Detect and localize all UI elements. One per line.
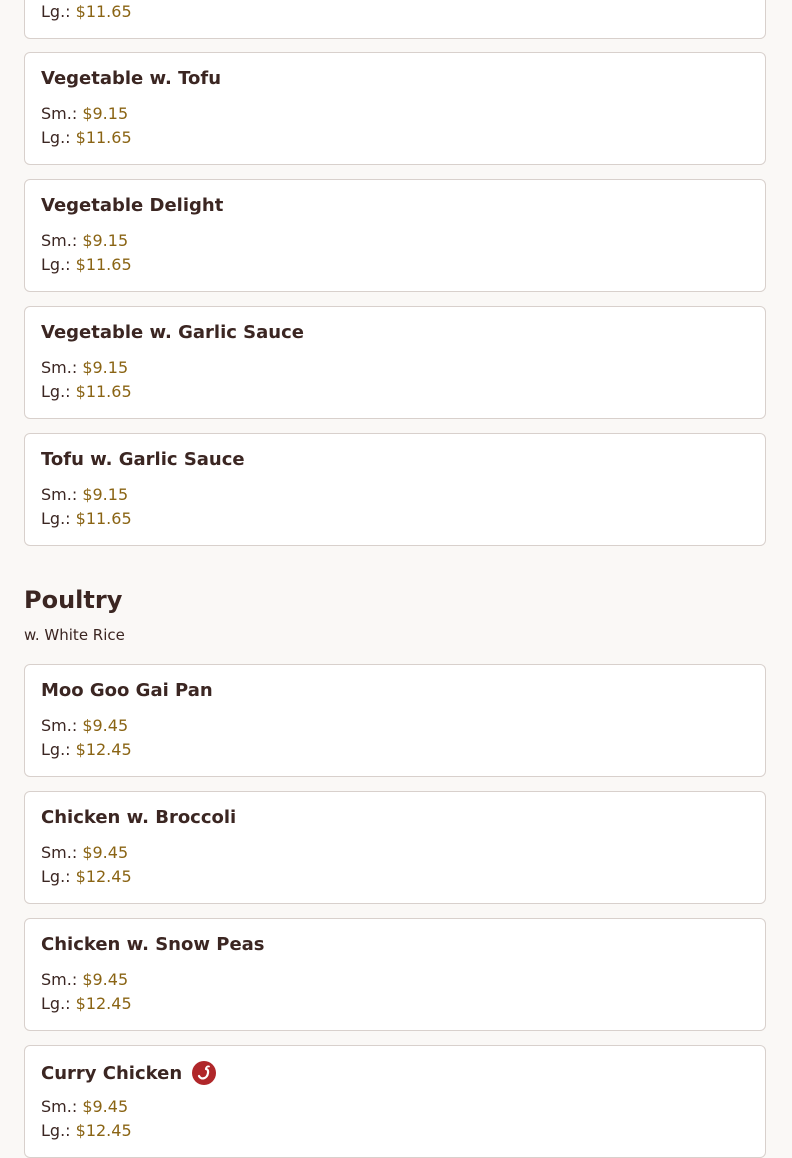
price-small-value: $9.45 xyxy=(82,716,129,735)
price-large xyxy=(41,509,132,528)
price-large-label: Lg.: xyxy=(41,255,71,274)
price-small-label: Sm.: xyxy=(41,843,78,862)
price-small xyxy=(41,843,128,862)
menu-item-name: Tofu w. Garlic Sauce xyxy=(41,449,245,470)
menu-item-card[interactable] xyxy=(24,791,766,904)
price-small-label: Sm.: xyxy=(41,716,78,735)
price-small-value: $9.15 xyxy=(82,358,129,377)
price-small-value: $9.15 xyxy=(82,104,129,123)
price-large-value: $12.45 xyxy=(75,994,132,1013)
price-small-label: Sm.: xyxy=(41,231,78,250)
price-small-label: Sm.: xyxy=(41,485,78,504)
menu-item-name: Chicken w. Snow Peas xyxy=(41,934,265,955)
price-large-label: Lg.: xyxy=(41,382,71,401)
price-large xyxy=(41,128,132,147)
price-large-value: $11.65 xyxy=(75,128,132,147)
price-small xyxy=(41,358,128,377)
price-large-value: $11.65 xyxy=(75,2,132,21)
menu-item-card[interactable] xyxy=(24,1045,766,1158)
price-large-value: $11.65 xyxy=(75,255,132,274)
price-large xyxy=(41,994,132,1013)
price-large xyxy=(41,867,132,886)
price-large xyxy=(41,740,132,759)
price-small-value: $9.15 xyxy=(82,485,129,504)
menu-item-name: Vegetable w. Garlic Sauce xyxy=(41,322,304,343)
menu-item-name: Curry Chicken xyxy=(41,1062,183,1084)
price-small xyxy=(41,104,128,123)
price-large xyxy=(41,1121,132,1140)
menu-item-name: Moo Goo Gai Pan xyxy=(41,680,213,701)
menu-item-card[interactable] xyxy=(24,179,766,292)
price-small-value: $9.45 xyxy=(82,1097,129,1116)
price-small xyxy=(41,970,128,989)
price-large-label: Lg.: xyxy=(41,509,71,528)
price-small xyxy=(41,231,128,250)
menu-item-name: Vegetable w. Tofu xyxy=(41,68,222,89)
price-small-value: $9.45 xyxy=(82,843,129,862)
price-large-label: Lg.: xyxy=(41,128,71,147)
menu-item-card[interactable] xyxy=(24,52,766,165)
price-large xyxy=(41,2,132,21)
menu-item-card[interactable] xyxy=(24,433,766,546)
price-small-label: Sm.: xyxy=(41,970,78,989)
price-large-label: Lg.: xyxy=(41,1121,71,1140)
price-small xyxy=(41,485,128,504)
price-large-value: $11.65 xyxy=(75,382,132,401)
price-small-value: $9.15 xyxy=(82,231,129,250)
spicy-pepper-icon xyxy=(192,1061,216,1085)
menu-item-card[interactable] xyxy=(24,664,766,777)
price-small-label: Sm.: xyxy=(41,1097,78,1116)
price-large xyxy=(41,382,132,401)
price-large-value: $12.45 xyxy=(75,1121,132,1140)
price-large-value: $12.45 xyxy=(75,740,132,759)
price-small xyxy=(41,1097,128,1116)
price-large xyxy=(41,255,132,274)
menu-item-card[interactable] xyxy=(24,306,766,419)
price-large-value: $12.45 xyxy=(75,867,132,886)
price-large-label: Lg.: xyxy=(41,2,71,21)
price-large-label: Lg.: xyxy=(41,867,71,886)
price-small-label: Sm.: xyxy=(41,358,78,377)
section-title: Poultry xyxy=(24,586,123,614)
price-large-label: Lg.: xyxy=(41,994,71,1013)
section-subtitle: w. White Rice xyxy=(24,626,125,644)
menu-item-card[interactable] xyxy=(24,918,766,1031)
menu-item-name-row xyxy=(41,1061,216,1085)
price-large-label: Lg.: xyxy=(41,740,71,759)
price-small-value: $9.45 xyxy=(82,970,129,989)
menu-item-card[interactable] xyxy=(24,0,766,39)
price-small xyxy=(41,716,128,735)
menu-item-name: Vegetable Delight xyxy=(41,195,224,216)
menu-item-name: Chicken w. Broccoli xyxy=(41,807,237,828)
price-large-value: $11.65 xyxy=(75,509,132,528)
price-small-label: Sm.: xyxy=(41,104,78,123)
